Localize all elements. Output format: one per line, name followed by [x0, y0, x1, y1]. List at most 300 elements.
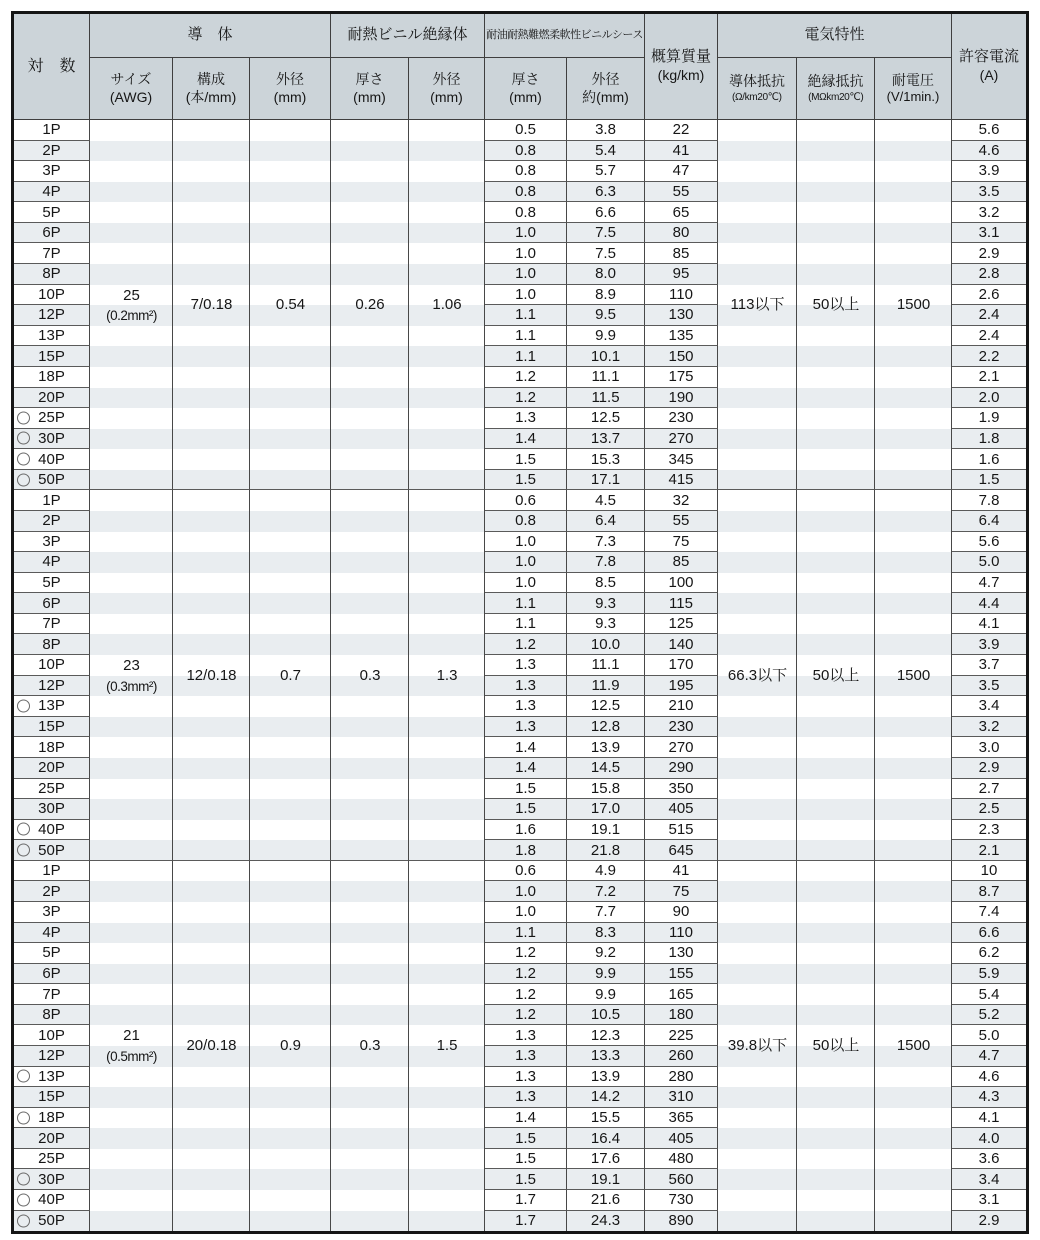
sheath-od-cell: 14.5	[567, 758, 645, 779]
merged-column-background-cell	[875, 223, 952, 244]
pairs-cell	[14, 1128, 90, 1149]
merged-column-background-cell	[90, 634, 173, 655]
merged-column-background-cell	[797, 593, 875, 614]
sheath-thickness-cell: 1.4	[485, 429, 567, 450]
merged-column-background-cell	[409, 408, 485, 429]
pairs-label: 18P	[38, 1109, 65, 1127]
sheath-thickness-cell: 1.3	[485, 696, 567, 717]
sheath-od-cell: 7.8	[567, 552, 645, 573]
merged-column-background-cell	[90, 326, 173, 347]
merged-column-background-cell	[173, 902, 250, 923]
pairs-label: 8P	[42, 1006, 61, 1024]
pairs-cell	[14, 1108, 90, 1129]
sheath-od-cell: 8.9	[567, 285, 645, 306]
pairs-cell	[14, 881, 90, 902]
merged-column-background-cell	[331, 346, 409, 367]
sheath-od-cell: 15.5	[567, 1108, 645, 1129]
merged-column-background-cell	[90, 1128, 173, 1149]
merged-column-background-cell	[718, 243, 797, 264]
merged-column-background-cell	[797, 1087, 875, 1108]
sheath-thickness-cell: 1.1	[485, 614, 567, 635]
merged-column-background-cell	[173, 1128, 250, 1149]
merged-column-background-cell	[173, 511, 250, 532]
merged-column-background-cell	[331, 388, 409, 409]
mass-cell: 55	[645, 182, 718, 203]
merged-column-background-cell	[331, 243, 409, 264]
header-sheath-label: 耐油耐熱難燃柔軟性ビニルシース	[486, 28, 643, 41]
merged-column-background-cell	[409, 552, 485, 573]
merged-column-background-cell	[90, 1087, 173, 1108]
merged-column-background-cell	[250, 367, 331, 388]
pairs-label: 25P	[38, 409, 65, 427]
allowable-current-cell: 10	[952, 861, 1026, 882]
pairs-cell	[14, 923, 90, 944]
sheath-thickness-cell: 1.2	[485, 964, 567, 985]
header-insulation-resistance	[797, 58, 875, 120]
mass-cell: 165	[645, 984, 718, 1005]
header-current-unit: (A)	[979, 67, 999, 84]
mass-cell: 90	[645, 902, 718, 923]
merged-column-background-cell	[797, 1190, 875, 1211]
allowable-current-cell: 4.6	[952, 1067, 1026, 1088]
sheath-od-cell: 10.0	[567, 634, 645, 655]
sheath-thickness-cell: 0.8	[485, 141, 567, 162]
sheath-thickness-cell: 1.1	[485, 326, 567, 347]
merged-column-background-cell	[331, 861, 409, 882]
mass-cell: 95	[645, 264, 718, 285]
pairs-label: 50P	[38, 841, 65, 859]
allowable-current-cell: 4.7	[952, 1046, 1026, 1067]
merged-column-background-cell	[409, 614, 485, 635]
merged-column-background-cell	[718, 326, 797, 347]
merged-column-background-cell	[90, 943, 173, 964]
merged-column-background-cell	[718, 367, 797, 388]
allowable-current-cell: 2.6	[952, 285, 1026, 306]
merged-column-background-cell	[250, 449, 331, 470]
merged-column-background-cell	[90, 470, 173, 491]
allowable-current-cell: 5.0	[952, 552, 1026, 573]
mass-cell: 135	[645, 326, 718, 347]
merged-column-background-cell	[875, 141, 952, 162]
merged-column-background-cell	[797, 243, 875, 264]
pairs-cell	[14, 264, 90, 285]
merged-column-background-cell	[173, 141, 250, 162]
merged-column-background-cell	[718, 943, 797, 964]
pairs-cell	[14, 326, 90, 347]
pairs-label: 30P	[38, 800, 65, 818]
merged-column-background-cell	[875, 511, 952, 532]
merged-column-background-cell	[718, 429, 797, 450]
merged-column-background-cell	[173, 1190, 250, 1211]
merged-column-background-cell	[331, 182, 409, 203]
merged-column-background-cell	[797, 388, 875, 409]
pairs-label: 25P	[38, 1150, 65, 1168]
allowable-current-cell: 2.3	[952, 820, 1026, 841]
allowable-current-cell: 6.6	[952, 923, 1026, 944]
merged-column-background-cell	[173, 861, 250, 882]
merged-column-background-cell	[250, 1128, 331, 1149]
merged-column-background-cell	[797, 964, 875, 985]
merged-column-background-cell	[409, 676, 485, 697]
merged-column-background-cell	[718, 717, 797, 738]
mass-cell: 110	[645, 923, 718, 944]
mass-cell: 260	[645, 1046, 718, 1067]
sheath-od-cell: 11.9	[567, 676, 645, 697]
merged-column-background-cell	[173, 1169, 250, 1190]
header-sheath-thickness	[485, 58, 567, 120]
sheath-thickness-cell: 1.0	[485, 573, 567, 594]
merged-column-background-cell	[797, 326, 875, 347]
allowable-current-cell: 2.4	[952, 326, 1026, 347]
circle-marker-icon	[17, 453, 30, 466]
pairs-label: 15P	[38, 347, 65, 365]
pairs-label: 12P	[38, 676, 65, 694]
header-conductor-od	[250, 58, 331, 120]
merged-column-background-cell	[331, 840, 409, 861]
mass-cell: 290	[645, 758, 718, 779]
sheath-od-cell: 11.1	[567, 367, 645, 388]
sheath-thickness-cell: 1.5	[485, 799, 567, 820]
merged-column-background-cell	[875, 346, 952, 367]
merged-column-background-cell	[250, 676, 331, 697]
pairs-label: 20P	[38, 388, 65, 406]
merged-column-background-cell	[331, 408, 409, 429]
mass-cell: 350	[645, 779, 718, 800]
allowable-current-cell: 1.5	[952, 470, 1026, 491]
merged-column-background-cell	[797, 449, 875, 470]
merged-column-background-cell	[331, 593, 409, 614]
merged-column-background-cell	[173, 388, 250, 409]
sheath-thickness-cell: 1.1	[485, 923, 567, 944]
sheath-od-cell: 9.9	[567, 326, 645, 347]
merged-column-background-cell	[90, 1108, 173, 1129]
merged-column-background-cell	[797, 1005, 875, 1026]
merged-column-background-cell	[90, 881, 173, 902]
allowable-current-cell: 3.5	[952, 182, 1026, 203]
sheath-thickness-cell: 1.3	[485, 717, 567, 738]
merged-column-background-cell	[718, 1005, 797, 1026]
merged-column-background-cell	[331, 285, 409, 306]
insulation-thickness-value-line: 0.3	[359, 1037, 381, 1055]
merged-column-background-cell	[718, 1128, 797, 1149]
header-insulation-od-unit: (mm)	[430, 88, 463, 105]
allowable-current-cell: 3.4	[952, 1169, 1026, 1190]
merged-column-background-cell	[250, 243, 331, 264]
merged-column-background-cell	[409, 243, 485, 264]
mass-cell: 210	[645, 696, 718, 717]
mass-cell: 415	[645, 470, 718, 491]
merged-column-background-cell	[250, 655, 331, 676]
merged-column-background-cell	[718, 1046, 797, 1067]
merged-column-background-cell	[173, 367, 250, 388]
sheath-thickness-cell: 0.8	[485, 511, 567, 532]
merged-column-background-cell	[90, 552, 173, 573]
pairs-label: 20P	[38, 759, 65, 777]
merged-column-background-cell	[875, 202, 952, 223]
pairs-label: 4P	[42, 923, 61, 941]
merged-column-background-cell	[90, 429, 173, 450]
merged-column-background-cell	[409, 758, 485, 779]
merged-column-background-cell	[331, 655, 409, 676]
merged-column-background-cell	[173, 696, 250, 717]
allowable-current-cell: 4.1	[952, 614, 1026, 635]
allowable-current-cell: 1.9	[952, 408, 1026, 429]
merged-column-background-cell	[409, 264, 485, 285]
merged-column-background-cell	[797, 141, 875, 162]
pairs-label: 7P	[42, 615, 61, 633]
pairs-cell	[14, 120, 90, 141]
merged-column-background-cell	[90, 676, 173, 697]
allowable-current-cell: 3.6	[952, 1149, 1026, 1170]
header-insulation-resistance-unit: (MΩkm20℃)	[807, 90, 864, 103]
conductor-od-value-line: 0.9	[280, 1037, 301, 1055]
allowable-current-cell: 2.5	[952, 799, 1026, 820]
cable-specification-table	[11, 11, 1029, 1234]
conductor-od-value-line: 0.54	[275, 296, 306, 314]
merged-column-background-cell	[409, 1087, 485, 1108]
merged-column-background-cell	[718, 202, 797, 223]
sheath-od-cell: 7.5	[567, 243, 645, 264]
pairs-label: 2P	[42, 882, 61, 900]
merged-column-background-cell	[331, 552, 409, 573]
mass-cell: 115	[645, 593, 718, 614]
merged-column-background-cell	[90, 120, 173, 141]
merged-column-background-cell	[409, 902, 485, 923]
merged-column-background-cell	[90, 655, 173, 676]
merged-column-background-cell	[718, 1067, 797, 1088]
merged-column-background-cell	[250, 408, 331, 429]
merged-column-background-cell	[797, 552, 875, 573]
pairs-cell	[14, 388, 90, 409]
conductor-resistance-value-line: 39.8以下	[727, 1037, 788, 1055]
merged-column-background-cell	[331, 573, 409, 594]
pairs-label: 5P	[42, 944, 61, 962]
sheath-thickness-cell: 1.5	[485, 449, 567, 470]
merged-column-background-cell	[797, 861, 875, 882]
pairs-cell	[14, 182, 90, 203]
sheath-thickness-cell: 1.5	[485, 1128, 567, 1149]
mass-cell: 730	[645, 1190, 718, 1211]
merged-column-background-cell	[875, 367, 952, 388]
merged-column-background-cell	[797, 758, 875, 779]
pairs-cell	[14, 902, 90, 923]
merged-column-background-cell	[250, 264, 331, 285]
construction-value-line: 7/0.18	[190, 296, 233, 314]
sheath-thickness-cell: 1.4	[485, 758, 567, 779]
mass-cell: 230	[645, 717, 718, 738]
pairs-label: 12P	[38, 306, 65, 324]
pairs-cell	[14, 1169, 90, 1190]
sheath-thickness-cell: 1.2	[485, 984, 567, 1005]
sheath-od-cell: 12.5	[567, 408, 645, 429]
merged-column-background-cell	[875, 634, 952, 655]
sheath-od-cell: 15.3	[567, 449, 645, 470]
merged-column-background-cell	[173, 573, 250, 594]
merged-column-background-cell	[250, 1108, 331, 1129]
merged-column-background-cell	[797, 264, 875, 285]
pairs-label: 3P	[42, 532, 61, 550]
merged-column-background-cell	[250, 120, 331, 141]
pairs-label: 1P	[42, 121, 61, 139]
merged-column-background-cell	[173, 717, 250, 738]
awg-size-value-line: 21	[123, 1027, 140, 1045]
merged-column-background-cell	[90, 182, 173, 203]
mass-cell: 405	[645, 799, 718, 820]
pairs-label: 30P	[38, 429, 65, 447]
sheath-od-cell: 9.5	[567, 305, 645, 326]
merged-column-background-cell	[875, 1149, 952, 1170]
mass-cell: 175	[645, 367, 718, 388]
merged-column-background-cell	[250, 182, 331, 203]
merged-column-background-cell	[250, 490, 331, 511]
merged-column-background-cell	[173, 1025, 250, 1046]
merged-column-background-cell	[797, 1128, 875, 1149]
merged-column-background-cell	[875, 943, 952, 964]
merged-column-background-cell	[90, 1190, 173, 1211]
merged-column-background-cell	[875, 1211, 952, 1232]
merged-column-background-cell	[173, 799, 250, 820]
sheath-thickness-cell: 1.3	[485, 1067, 567, 1088]
merged-column-background-cell	[409, 1108, 485, 1129]
allowable-current-cell: 6.2	[952, 943, 1026, 964]
merged-column-background-cell	[409, 470, 485, 491]
mass-cell: 85	[645, 243, 718, 264]
merged-column-background-cell	[331, 717, 409, 738]
pairs-label: 8P	[42, 265, 61, 283]
sheath-thickness-cell: 1.0	[485, 902, 567, 923]
sheath-thickness-cell: 0.8	[485, 182, 567, 203]
awg-size-value-line: (0.2mm²)	[106, 308, 157, 324]
sheath-od-cell: 17.1	[567, 470, 645, 491]
merged-column-background-cell	[173, 881, 250, 902]
merged-column-background-cell	[250, 1087, 331, 1108]
merged-column-background-cell	[875, 243, 952, 264]
header-size-label: サイズ	[110, 71, 152, 87]
merged-column-background-cell	[797, 1169, 875, 1190]
header-pairs-label: 対 数	[27, 57, 76, 75]
merged-column-background-cell	[875, 264, 952, 285]
merged-column-background-cell	[250, 1025, 331, 1046]
pairs-cell	[14, 717, 90, 738]
merged-column-background-cell	[797, 532, 875, 553]
pairs-cell	[14, 943, 90, 964]
merged-column-background-cell	[409, 161, 485, 182]
merged-column-background-cell	[90, 840, 173, 861]
merged-column-background-cell	[718, 902, 797, 923]
merged-column-background-cell	[250, 1169, 331, 1190]
pairs-label: 10P	[38, 1026, 65, 1044]
sheath-od-cell: 13.3	[567, 1046, 645, 1067]
allowable-current-cell: 4.6	[952, 141, 1026, 162]
merged-column-background-cell	[718, 923, 797, 944]
merged-column-background-cell	[797, 285, 875, 306]
pairs-label: 50P	[38, 471, 65, 489]
merged-column-background-cell	[90, 902, 173, 923]
merged-column-background-cell	[875, 1128, 952, 1149]
spec-grid	[14, 14, 1026, 1231]
mass-cell: 270	[645, 429, 718, 450]
mass-cell: 345	[645, 449, 718, 470]
allowable-current-cell: 5.4	[952, 984, 1026, 1005]
pairs-cell	[14, 984, 90, 1005]
mass-cell: 480	[645, 1149, 718, 1170]
pairs-cell	[14, 1067, 90, 1088]
sheath-od-cell: 12.3	[567, 1025, 645, 1046]
merged-column-background-cell	[875, 799, 952, 820]
merged-column-background-cell	[331, 305, 409, 326]
pairs-cell	[14, 593, 90, 614]
merged-column-background-cell	[409, 490, 485, 511]
merged-column-background-cell	[797, 820, 875, 841]
mass-cell: 645	[645, 840, 718, 861]
merged-column-background-cell	[90, 820, 173, 841]
sheath-thickness-cell: 1.0	[485, 552, 567, 573]
merged-column-background-cell	[250, 634, 331, 655]
mass-cell: 125	[645, 614, 718, 635]
pairs-cell	[14, 655, 90, 676]
merged-column-background-cell	[797, 881, 875, 902]
pairs-label: 2P	[42, 512, 61, 530]
merged-column-background-cell	[409, 923, 485, 944]
header-insulation-resistance-label: 絶縁抵抗	[807, 73, 864, 90]
merged-column-background-cell	[797, 202, 875, 223]
merged-column-background-cell	[797, 511, 875, 532]
merged-column-background-cell	[331, 779, 409, 800]
merged-column-background-cell	[797, 902, 875, 923]
sheath-thickness-cell: 1.3	[485, 1046, 567, 1067]
merged-column-background-cell	[875, 573, 952, 594]
merged-column-background-cell	[250, 902, 331, 923]
mass-cell: 365	[645, 1108, 718, 1129]
merged-column-background-cell	[797, 305, 875, 326]
merged-column-background-cell	[875, 717, 952, 738]
mass-cell: 270	[645, 737, 718, 758]
pairs-label: 18P	[38, 738, 65, 756]
merged-column-background-cell	[173, 655, 250, 676]
header-insulation-thickness-label: 厚さ	[355, 71, 384, 87]
merged-column-background-cell	[250, 614, 331, 635]
pairs-cell	[14, 614, 90, 635]
merged-column-background-cell	[797, 408, 875, 429]
merged-column-background-cell	[409, 429, 485, 450]
pairs-cell	[14, 861, 90, 882]
merged-column-background-cell	[250, 326, 331, 347]
sheath-thickness-cell: 1.6	[485, 820, 567, 841]
merged-column-background-cell	[90, 758, 173, 779]
allowable-current-cell: 2.1	[952, 367, 1026, 388]
merged-column-background-cell	[875, 408, 952, 429]
merged-column-background-cell	[250, 820, 331, 841]
merged-column-background-cell	[875, 840, 952, 861]
allowable-current-cell: 2.9	[952, 243, 1026, 264]
merged-column-background-cell	[331, 532, 409, 553]
merged-column-background-cell	[250, 696, 331, 717]
merged-column-background-cell	[90, 285, 173, 306]
header-conductor-od-label: 外径	[276, 71, 304, 87]
mass-cell: 100	[645, 573, 718, 594]
pairs-label: 13P	[38, 327, 65, 345]
sheath-od-cell: 4.5	[567, 490, 645, 511]
merged-column-background-cell	[173, 264, 250, 285]
merged-column-background-cell	[90, 779, 173, 800]
pairs-label: 30P	[38, 1170, 65, 1188]
allowable-current-cell: 3.5	[952, 676, 1026, 697]
circle-marker-icon	[17, 823, 30, 836]
merged-column-background-cell	[331, 429, 409, 450]
merged-column-background-cell	[797, 429, 875, 450]
mass-cell: 47	[645, 161, 718, 182]
merged-column-background-cell	[250, 470, 331, 491]
